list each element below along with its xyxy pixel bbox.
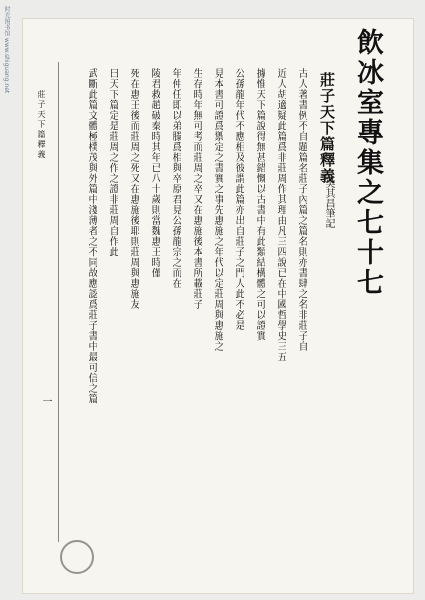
text-column: 據惟天下篇說得無甚錯慨以古書中有此類結構體之可以證實 (254, 68, 265, 341)
page-number: 一 (40, 396, 51, 406)
text-column: 生存時年無可考而莊周之卒又在惠施後本書所載莊子 (191, 68, 202, 310)
text-column: 陵君救趙破秦時其年已八十歲則當魏惠王時僅 (149, 68, 160, 278)
text-column: 死在惠王後而莊周之死又在惠施後耶則莊周與惠施友 (128, 68, 139, 310)
text-column: 古人著書例不自題篇名莊子內篇之篇名則亦書肆之名非莊子自 (296, 68, 307, 352)
text-column: 見本書可證爲禦定之書實之事先惠施之年代以定莊周與惠施之 (212, 68, 223, 352)
text-column: 武斷此篇文體極樸茂與外篇中淺薄者之不同故應認爲莊子書中最可信之篇 (86, 68, 97, 404)
text-column: 公孫龍年代不應相及彼謂此篇亦出自莊子之門人此不必是 (233, 68, 244, 331)
margin-rule (58, 62, 59, 542)
text-column: 近人胡適疑此篇爲非莊周作其理由凡三四說已在中國哲學史三五 (275, 68, 286, 362)
text-column: 年仲任即以弟滕爲相與卒原君見公孫龍宗之而在 (170, 68, 181, 289)
main-title: 飲冰室專集之七十七 (352, 28, 383, 298)
author: 吳其昌筆記 (323, 178, 334, 228)
chapter-title: 莊子天下篇釋義 (318, 72, 336, 184)
text-column: 曰天下篇定是莊周之作之證非莊周自作此 (107, 68, 118, 257)
seal-stamp (60, 540, 94, 574)
watermark: 时光图书馆 www.shiguang.net (3, 6, 10, 94)
running-head: 莊子天下篇釋義 (37, 90, 46, 160)
